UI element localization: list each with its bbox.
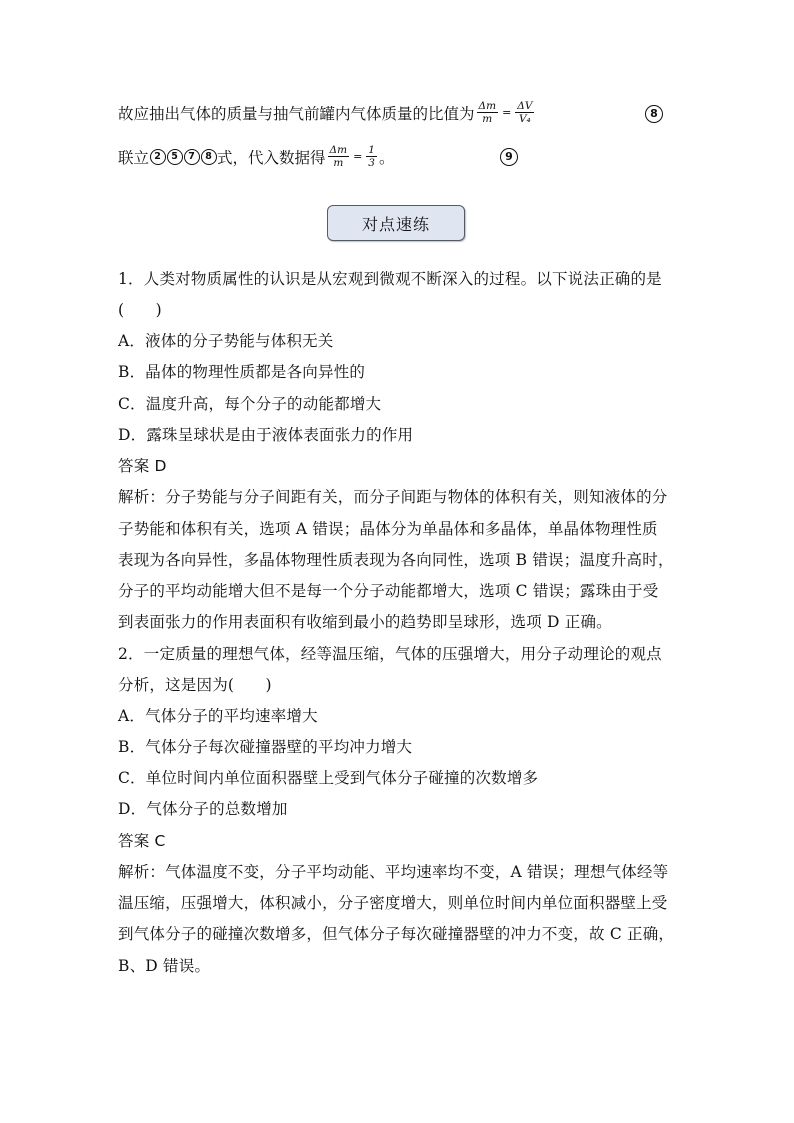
fraction-numerator: Δm: [478, 100, 497, 112]
equation-number-9: 9: [500, 148, 518, 166]
q1-analysis-line-5: 到表面张力的作用表面积有收缩到最小的趋势即呈球形，选项 D 正确。: [118, 613, 612, 631]
section-title-box: [327, 205, 465, 241]
q2-option-b: B．气体分子每次碰撞器壁的平均冲力增大: [118, 738, 413, 756]
formula-line-2-mid: 式，代入数据得: [217, 148, 326, 167]
q1-option-b: B．晶体的物理性质都是各向异性的: [118, 363, 366, 381]
q1-answer: 答案 D: [118, 457, 167, 475]
fraction-numerator: 1: [368, 144, 375, 156]
q1-analysis-line-2: 子势能和体积有关，选项 A 错误；晶体分为单晶体和多晶体，单晶体物理性质: [118, 520, 658, 538]
fraction-denominator: m: [482, 113, 493, 125]
fraction-delta-m-over-m: [477, 100, 499, 125]
q2-analysis-line-3: 到气体分子的碰撞次数增多，但气体分子每次碰撞器壁的冲力不变，故 C 正确，: [118, 925, 675, 943]
q2-analysis-line-2: 温压缩，压强增大，体积减小，分子密度增大，则单位时间内单位面积器壁上受: [118, 894, 668, 912]
q2-option-d: D．气体分子的总数增加: [118, 800, 288, 818]
q2-option-a: A．气体分子的平均速率增大: [118, 707, 318, 725]
q1-analysis-line-1: 解析：分子势能与分子间距有关，而分子间距与物体的体积有关，则知液体的分: [118, 488, 668, 506]
formula-line-2-end: 。: [378, 148, 395, 167]
fraction-delta-v-over-v4: [515, 100, 534, 125]
q1-analysis-line-3: 表现为各向异性，多晶体物理性质表现为各向同性，选项 B 错误；温度升高时，: [118, 551, 674, 569]
q2-answer: 答案 C: [118, 832, 166, 850]
q2-analysis-line-1: 解析：气体温度不变，分子平均动能、平均速率均不变，A 错误；理想气体经等: [118, 863, 669, 881]
formula-line-1: [118, 100, 536, 125]
equals-sign: =: [502, 106, 512, 119]
equation-number-8: 8: [645, 105, 663, 123]
fraction-denominator: m: [333, 157, 344, 169]
equation-ref-8: 8: [201, 149, 217, 165]
equation-ref-2: 2: [150, 149, 166, 165]
q1-option-a: A．液体的分子势能与体积无关: [118, 332, 334, 350]
fraction-one-third: [366, 144, 377, 169]
fraction-numerator: ΔV: [517, 100, 533, 112]
fraction-numerator: Δm: [329, 144, 348, 156]
q2-stem-line-1: 2．一定质量的理想气体，经等温压缩，气体的压强增大，用分子动理论的观点: [118, 645, 662, 663]
q1-analysis-line-4: 分子的平均动能增大但不是每一个分子动能都增大，选项 C 错误；露珠由于受: [118, 582, 659, 600]
formula-line-1-text: 故应抽出气体的质量与抽气前罐内气体质量的比值为: [118, 104, 475, 123]
formula-line-2: [118, 144, 395, 169]
fraction-delta-m-over-m: [328, 144, 350, 169]
q1-stem-line-2: ( ): [118, 301, 162, 319]
q2-analysis-line-4: B、D 错误。: [118, 957, 211, 975]
equation-ref-7: 7: [184, 149, 200, 165]
q1-option-c: C．温度升高，每个分子的动能都增大: [118, 395, 382, 413]
q1-stem-line-1: 1．人类对物质属性的认识是从宏观到微观不断深入的过程。以下说法正确的是: [118, 270, 662, 288]
equals-sign: =: [353, 150, 363, 163]
section-title: 对点速练: [361, 214, 430, 234]
formula-line-2-prefix: 联立: [118, 148, 150, 167]
q2-stem-line-2: 分析，这是因为( ): [118, 676, 272, 694]
equation-ref-5: 5: [167, 149, 183, 165]
fraction-denominator: V₄: [518, 113, 531, 125]
fraction-denominator: 3: [368, 157, 375, 169]
q1-option-d: D．露珠呈球状是由于液体表面张力的作用: [118, 426, 414, 444]
q2-option-c: C．单位时间内单位面积器壁上受到气体分子碰撞的次数增多: [118, 769, 539, 787]
